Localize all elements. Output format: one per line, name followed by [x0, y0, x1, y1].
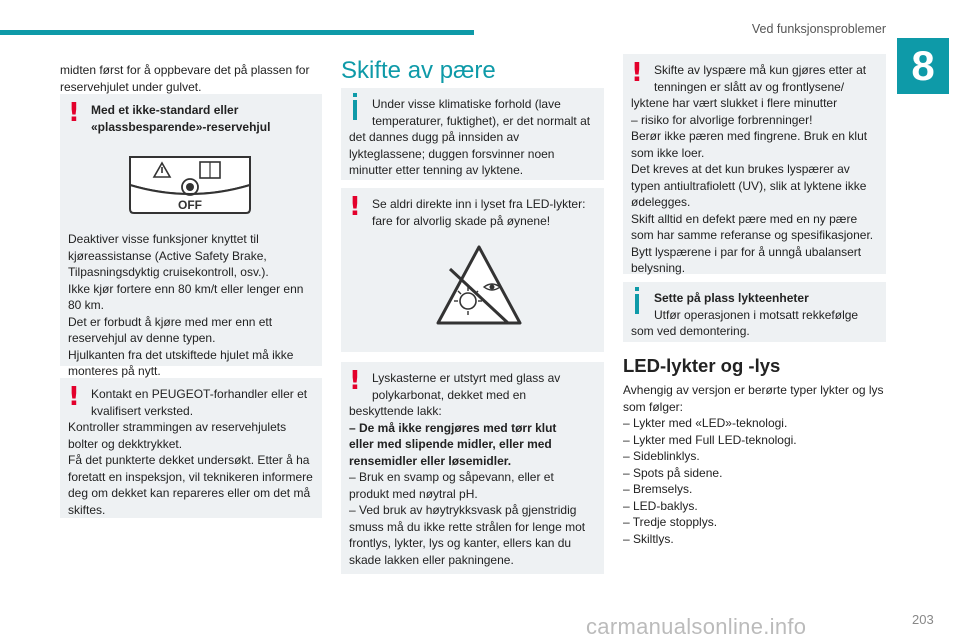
warning-icon: !	[631, 58, 643, 88]
header-accent-bar	[0, 30, 474, 35]
intro-paragraph: midten først for å oppbevare det på plassen for reservehjulet under gulvet.	[60, 63, 310, 94]
warning-icon: !	[349, 192, 361, 222]
warning-icon: !	[349, 366, 361, 396]
chapter-badge: 8	[897, 38, 949, 94]
warning-box-burns: ! Skifte av lyspære må kun gjøres etter at tenningen er slått av og frontlysene/ lyktene har vært slukket i flere minutter – risiko for alvorlige forbrenninger! Berør ikke pæren med fingrene. Bruk en klut som ikke loer. Det kreves at det kun brukes lyspærer av typen antiultrafiolett (UV), slik at lyktene ikke ødelegges. Skift alltid en defekt pære med en ny pære som har samme referanse og spesifikasjoner. Bytt lyspærene i par for å unngå ubalansert belysning.	[623, 54, 886, 274]
info-box-refit-units: Sette på plass lykteenheter Utfør operasjonen i motsatt rekkefølge som ved demontering.	[623, 282, 886, 342]
warning-box-spare-wheel: ! Med et ikke-standard eller «plassbesparende»-reservehjul OFF Deaktiver visse funksjoner knyttet til kjøreassistanse (Active Safety Brake, Tilpasningsdyktig cruisekontroll, osv.). Ikke kjør fortere enn 80 km/t eller lenger enn 80 km. Det er forbudt å kjøre med mer enn ett reservehjul av denne typen. Hjulkanten fra det utskiftede hjulet må ikke monteres på nytt.	[60, 94, 322, 366]
watermark-text: carmanualsonline.info	[586, 614, 807, 639]
page-number: 203	[912, 612, 934, 627]
sticker-off-label: OFF	[178, 198, 202, 212]
section-title-led-lights: LED-lykter og -lys	[623, 355, 781, 376]
warning-box-polycarbonate: ! Lyskasterne er utstyrt med glass av polykarbonat, dekket med en beskyttende lakk: – De må ikke rengjøres med tørr klut eller med slipende midler, eller med rensemidler eller løsemidler. – Bruk en svamp og såpevann, eller et produkt med nøytral pH. – Ved bruk av høytrykksvask på gjenstridig smuss må du ikke rette strålen for lenge mot frontlys, lykter, lys og kanter, ellers kan du skade lakken eller pakningene.	[341, 362, 604, 574]
speed-limit-sticker-icon	[124, 151, 256, 217]
info-icon	[631, 294, 645, 314]
running-header: Ved funksjonsproblemer	[751, 22, 886, 36]
info-icon	[349, 100, 363, 120]
warning-icon: !	[68, 98, 80, 128]
warning-body: Deaktiver visse funksjoner knyttet til kjøreassistanse (Active Safety Brake, Tilpasningsdyktig cruisekontroll, osv.). Ikke kjør fortere enn 80 km/t eller lenger enn 80 km. Det er forbudt å kjøre med mer enn ett reservehjul av denne typen. Hjulkanten fra det utskiftede hjulet må ikke monteres på nytt.	[68, 232, 304, 378]
led-light-list: Avhengig av versjon er berørte typer lykter og lys som følger: – Lykter med «LED»-teknologi. – Lykter med Full LED-teknologi. – Sideblinklys. – Spots på sidene. – Bremselys. – LED-baklys. – Tredje stopplys. – Skiltlys.	[623, 383, 884, 546]
do-not-look-at-led-icon	[434, 243, 524, 333]
warning-icon: !	[68, 382, 80, 412]
warning-box-dealer: ! Kontakt en PEUGEOT-forhandler eller et kvalifisert verksted. Kontroller strammingen av reservehjulets bolter og dekktrykket. Få det punkterte dekket undersøkt. Etter å ha foretatt en inspeksjon, vil teknikeren informere deg om dekket kan repareres eller om det må skiftes.	[60, 378, 322, 518]
section-title-bulb-change: Skifte av pære	[341, 57, 496, 84]
warning-box-led-eyes: ! Se aldri direkte inn i lyset fra LED-lykter: fare for alvorlig skade på øynene!	[341, 188, 604, 352]
info-box-condensation: Under visse klimatiske forhold (lave temperaturer, fuktighet), er det normalt at det dannes dugg på innsiden av lykteglassene; duggen forsvinner noen minutter etter tenning av lyktene.	[341, 88, 604, 180]
